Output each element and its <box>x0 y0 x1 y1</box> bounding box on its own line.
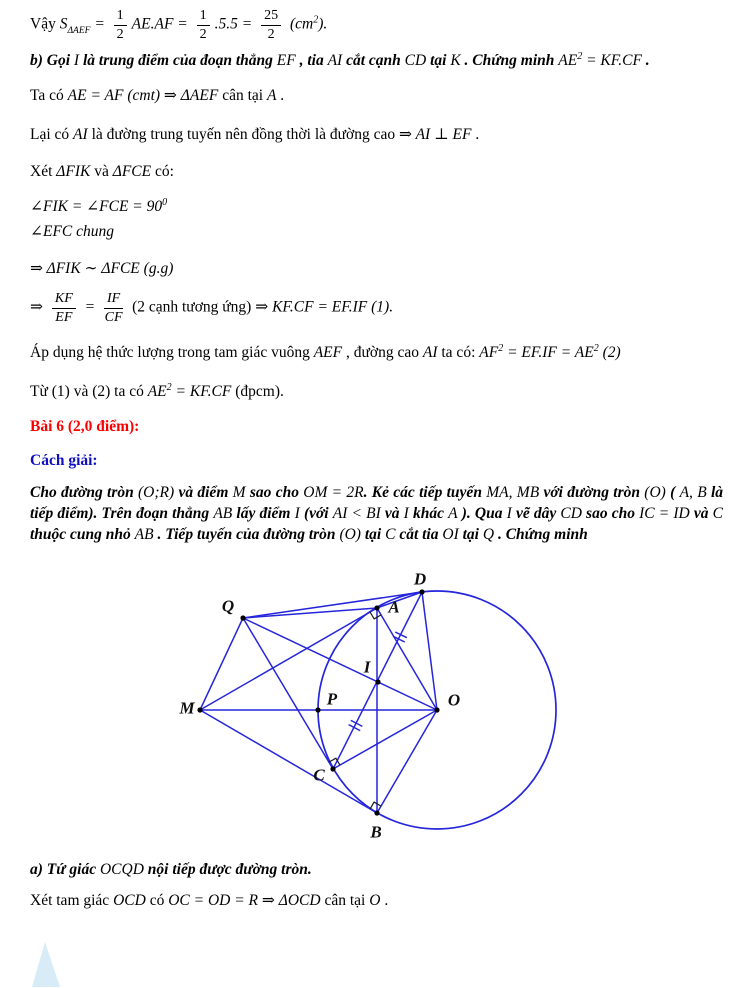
fraction <box>114 8 127 42</box>
math-segment: = EF.IF = AE <box>503 343 594 361</box>
text-segment: là tiếp điểm). Trên đoạn thẳng <box>30 483 724 522</box>
text-segment: Bài 6 (2,0 điểm): <box>30 417 140 435</box>
text-segment: Xét tam giác <box>30 891 114 909</box>
label-M: M <box>179 698 195 718</box>
math-segment: ⇒ <box>255 299 273 317</box>
text-segment: Vậy <box>30 15 60 33</box>
math-segment: M <box>232 483 246 501</box>
math-segment: 2 <box>313 14 319 26</box>
label-C: C <box>313 765 325 785</box>
fraction-numerator: IF <box>104 291 123 309</box>
point-I <box>375 679 380 684</box>
part-b-statement <box>30 50 723 71</box>
fraction-denominator: 2 <box>199 26 207 42</box>
math-segment: AB <box>213 504 233 522</box>
math-segment: KF.CF = EF.IF <box>272 299 368 317</box>
text-segment: (đpcm). <box>231 382 284 400</box>
math-segment: O <box>369 891 381 909</box>
watermark <box>26 940 68 988</box>
point-O <box>434 707 439 712</box>
math-segment: I <box>294 504 300 522</box>
point-D <box>419 589 424 594</box>
math-segment: AF <box>479 343 499 361</box>
line-angle-equality <box>30 196 723 217</box>
point-A <box>374 605 379 610</box>
math-segment: AI <box>422 343 438 361</box>
math-segment: (g.g) <box>139 260 174 278</box>
text-segment: cắt tia <box>395 525 443 543</box>
text-segment: . Tiếp tuyến của đường tròn <box>153 525 340 543</box>
edge-BO <box>377 710 437 813</box>
text-segment: với đường tròn <box>539 483 645 501</box>
text-segment: tại <box>360 525 386 543</box>
label-A: A <box>388 597 400 617</box>
line-common-angle <box>30 221 723 242</box>
text-segment: cân tại <box>320 891 370 909</box>
point-M <box>197 707 202 712</box>
math-segment: C <box>712 504 723 522</box>
text-segment: , tia <box>295 52 328 70</box>
text-segment: (với <box>299 504 333 522</box>
text-segment: cân tại <box>218 87 267 105</box>
text-segment: và <box>380 504 404 522</box>
label-Q: Q <box>221 596 235 616</box>
point-B <box>374 810 379 815</box>
math-segment: ΔOCD <box>278 891 321 909</box>
math-segment: AE <box>558 52 578 70</box>
math-segment: AI <box>73 126 88 144</box>
text-segment: tại <box>426 52 451 70</box>
text-segment: (2 cạnh tương ứng) <box>128 299 256 317</box>
math-segment: A <box>266 87 277 105</box>
text-segment: ta có: <box>437 343 480 361</box>
math-segment: (O) <box>644 483 666 501</box>
geometry-figure <box>0 549 749 845</box>
edge-QA <box>243 608 377 618</box>
math-segment: 2 <box>166 381 172 393</box>
math-segment: I <box>403 504 409 522</box>
math-segment: 2 <box>498 342 504 354</box>
math-segment: ( <box>286 15 296 33</box>
math-segment: S <box>59 15 68 33</box>
text-segment: a) Tứ giác <box>30 860 100 878</box>
text-segment: . Chứng minh <box>460 52 559 70</box>
fraction-denominator: 2 <box>267 26 275 42</box>
math-segment: AI < BI <box>332 504 381 522</box>
line-ta-co <box>30 85 723 106</box>
text-segment: vẽ dây <box>511 504 561 522</box>
math-segment: AE.AF <box>131 15 174 33</box>
text-segment: b) Gọi <box>30 52 74 70</box>
math-segment: AE = AF (cmt) <box>67 87 161 105</box>
math-segment: ∠FIK = ∠FCE = 90 <box>30 198 163 216</box>
heading-cach-giai <box>30 450 723 471</box>
math-segment: ΔAEF <box>67 25 91 36</box>
line-xet-triangles <box>30 161 723 182</box>
edge-DO <box>422 592 437 710</box>
line-conclusion-b <box>30 381 723 402</box>
math-segment: AB <box>134 525 154 543</box>
math-segment: (O) <box>339 525 361 543</box>
text-segment: Áp dụng hệ thức lượng trong tam giác vuông <box>30 343 314 361</box>
text-segment: Từ (1) và (2) ta có <box>30 382 148 400</box>
part-a-statement <box>30 859 723 880</box>
text-segment: và điểm <box>174 483 233 501</box>
math-segment: 2 <box>593 342 599 354</box>
math-segment: Q <box>482 525 495 543</box>
text-segment: . <box>276 87 285 105</box>
fraction-denominator: CF <box>104 310 123 326</box>
math-segment: EF <box>276 52 296 70</box>
fraction <box>52 291 76 325</box>
math-segment: OCD <box>113 891 146 909</box>
math-segment: IC = ID <box>639 504 690 522</box>
fraction-numerator: 25 <box>261 8 281 26</box>
text-segment: khác <box>408 504 449 522</box>
math-segment: 2 <box>577 51 583 63</box>
text-segment: . Kẻ các tiếp tuyến <box>363 483 487 501</box>
edge-MQ <box>200 618 243 710</box>
fraction-denominator: EF <box>55 310 73 326</box>
point-Q <box>240 615 245 620</box>
math-segment: cm <box>295 15 314 33</box>
math-segment: AEF <box>313 343 343 361</box>
problem-statement <box>30 482 723 545</box>
math-segment: ⇒ <box>398 126 416 144</box>
math-segment: AI ⊥ EF <box>415 126 472 144</box>
math-segment: 0 <box>162 197 168 209</box>
text-segment: Cách giải: <box>30 451 98 469</box>
math-segment: ⇒ <box>160 87 181 105</box>
math-segment: = <box>90 15 109 33</box>
text-segment: . <box>380 891 389 909</box>
text-segment: và <box>90 163 113 181</box>
math-segment: ⇒ <box>30 299 47 317</box>
math-segment: ΔFIK ∼ ΔFCE <box>46 260 140 278</box>
math-segment: ΔAEF <box>180 87 219 105</box>
math-segment: OC = OD = R <box>168 891 259 909</box>
fraction-numerator: 1 <box>197 8 210 26</box>
fraction <box>104 291 123 325</box>
math-segment: C <box>385 525 396 543</box>
text-segment: Ta có <box>30 87 68 105</box>
line-similarity <box>30 258 723 279</box>
math-segment: ⇒ <box>258 891 279 909</box>
math-segment: = KF.CF <box>171 382 232 400</box>
fraction <box>261 8 281 42</box>
fraction-denominator: 2 <box>116 26 124 42</box>
watermark-shape <box>32 942 60 987</box>
text-segment: sao cho <box>245 483 304 501</box>
math-segment: = <box>173 15 192 33</box>
text-segment: ( <box>665 483 680 501</box>
line-isosceles <box>30 890 723 911</box>
math-segment: = KF.CF <box>582 52 642 70</box>
math-segment: I <box>506 504 512 522</box>
math-segment: ∠EFC chung <box>30 223 115 241</box>
math-segment: I <box>73 52 80 70</box>
label-D: D <box>413 569 427 589</box>
text-segment: . <box>641 52 650 70</box>
math-segment: ΔFCE <box>112 163 152 181</box>
line-ratio <box>30 291 723 325</box>
label-P: P <box>326 689 338 709</box>
text-segment: . Chứng minh <box>494 525 588 543</box>
text-segment: ). Qua <box>457 504 507 522</box>
text-segment: nội tiếp được đường tròn. <box>143 860 312 878</box>
text-segment: , đường cao <box>342 343 423 361</box>
text-segment: . <box>471 126 480 144</box>
point-P <box>315 707 320 712</box>
math-segment: CD <box>560 504 582 522</box>
label-O: O <box>447 690 461 710</box>
text-segment: là đường trung tuyến nên đồng thời là đường cao <box>87 126 399 144</box>
text-segment: Xét <box>30 163 57 181</box>
math-segment: MA, MB <box>486 483 540 501</box>
text-segment: cắt cạnh <box>342 52 405 70</box>
math-segment: OCQD <box>99 860 144 878</box>
area-result-line <box>30 8 723 42</box>
text-segment: là trung điểm của đoạn thẳng <box>79 52 277 70</box>
text-segment: có: <box>151 163 174 181</box>
text-segment: và <box>689 504 713 522</box>
math-segment: .5.5 = <box>214 15 257 33</box>
fraction-numerator: KF <box>52 291 76 309</box>
text-segment: tại <box>458 525 483 543</box>
figure-svg <box>0 549 749 845</box>
text-segment: lấy điểm <box>232 504 295 522</box>
label-I: I <box>363 657 371 677</box>
line-he-thuc-luong <box>30 342 723 363</box>
math-segment: OM = 2R <box>303 483 364 501</box>
math-segment: (O;R) <box>138 483 175 501</box>
text-segment: thuộc cung nhỏ <box>30 525 135 543</box>
math-segment: CD <box>404 52 427 70</box>
math-segment: K <box>450 52 461 70</box>
fraction-numerator: 1 <box>114 8 127 26</box>
fraction <box>197 8 210 42</box>
math-segment: AI <box>327 52 343 70</box>
math-segment: ⇒ <box>30 260 47 278</box>
math-segment: A <box>448 504 458 522</box>
math-segment: (2) <box>598 343 621 361</box>
math-segment: ). <box>318 15 328 33</box>
line-lai-co <box>30 124 723 145</box>
math-segment: = <box>80 299 99 317</box>
text-segment: có <box>145 891 169 909</box>
math-segment: OI <box>442 525 459 543</box>
math-segment: (1). <box>367 299 394 317</box>
edge-QO <box>243 618 437 710</box>
math-segment: ΔFIK <box>56 163 91 181</box>
math-segment: AE <box>147 382 167 400</box>
text-segment: Lại có <box>30 126 74 144</box>
point-C <box>330 766 335 771</box>
text-segment: Cho đường tròn <box>30 483 139 501</box>
heading-bai-6 <box>30 416 723 437</box>
text-segment: sao cho <box>581 504 640 522</box>
math-segment: A, B <box>679 483 707 501</box>
label-B: B <box>370 822 382 842</box>
